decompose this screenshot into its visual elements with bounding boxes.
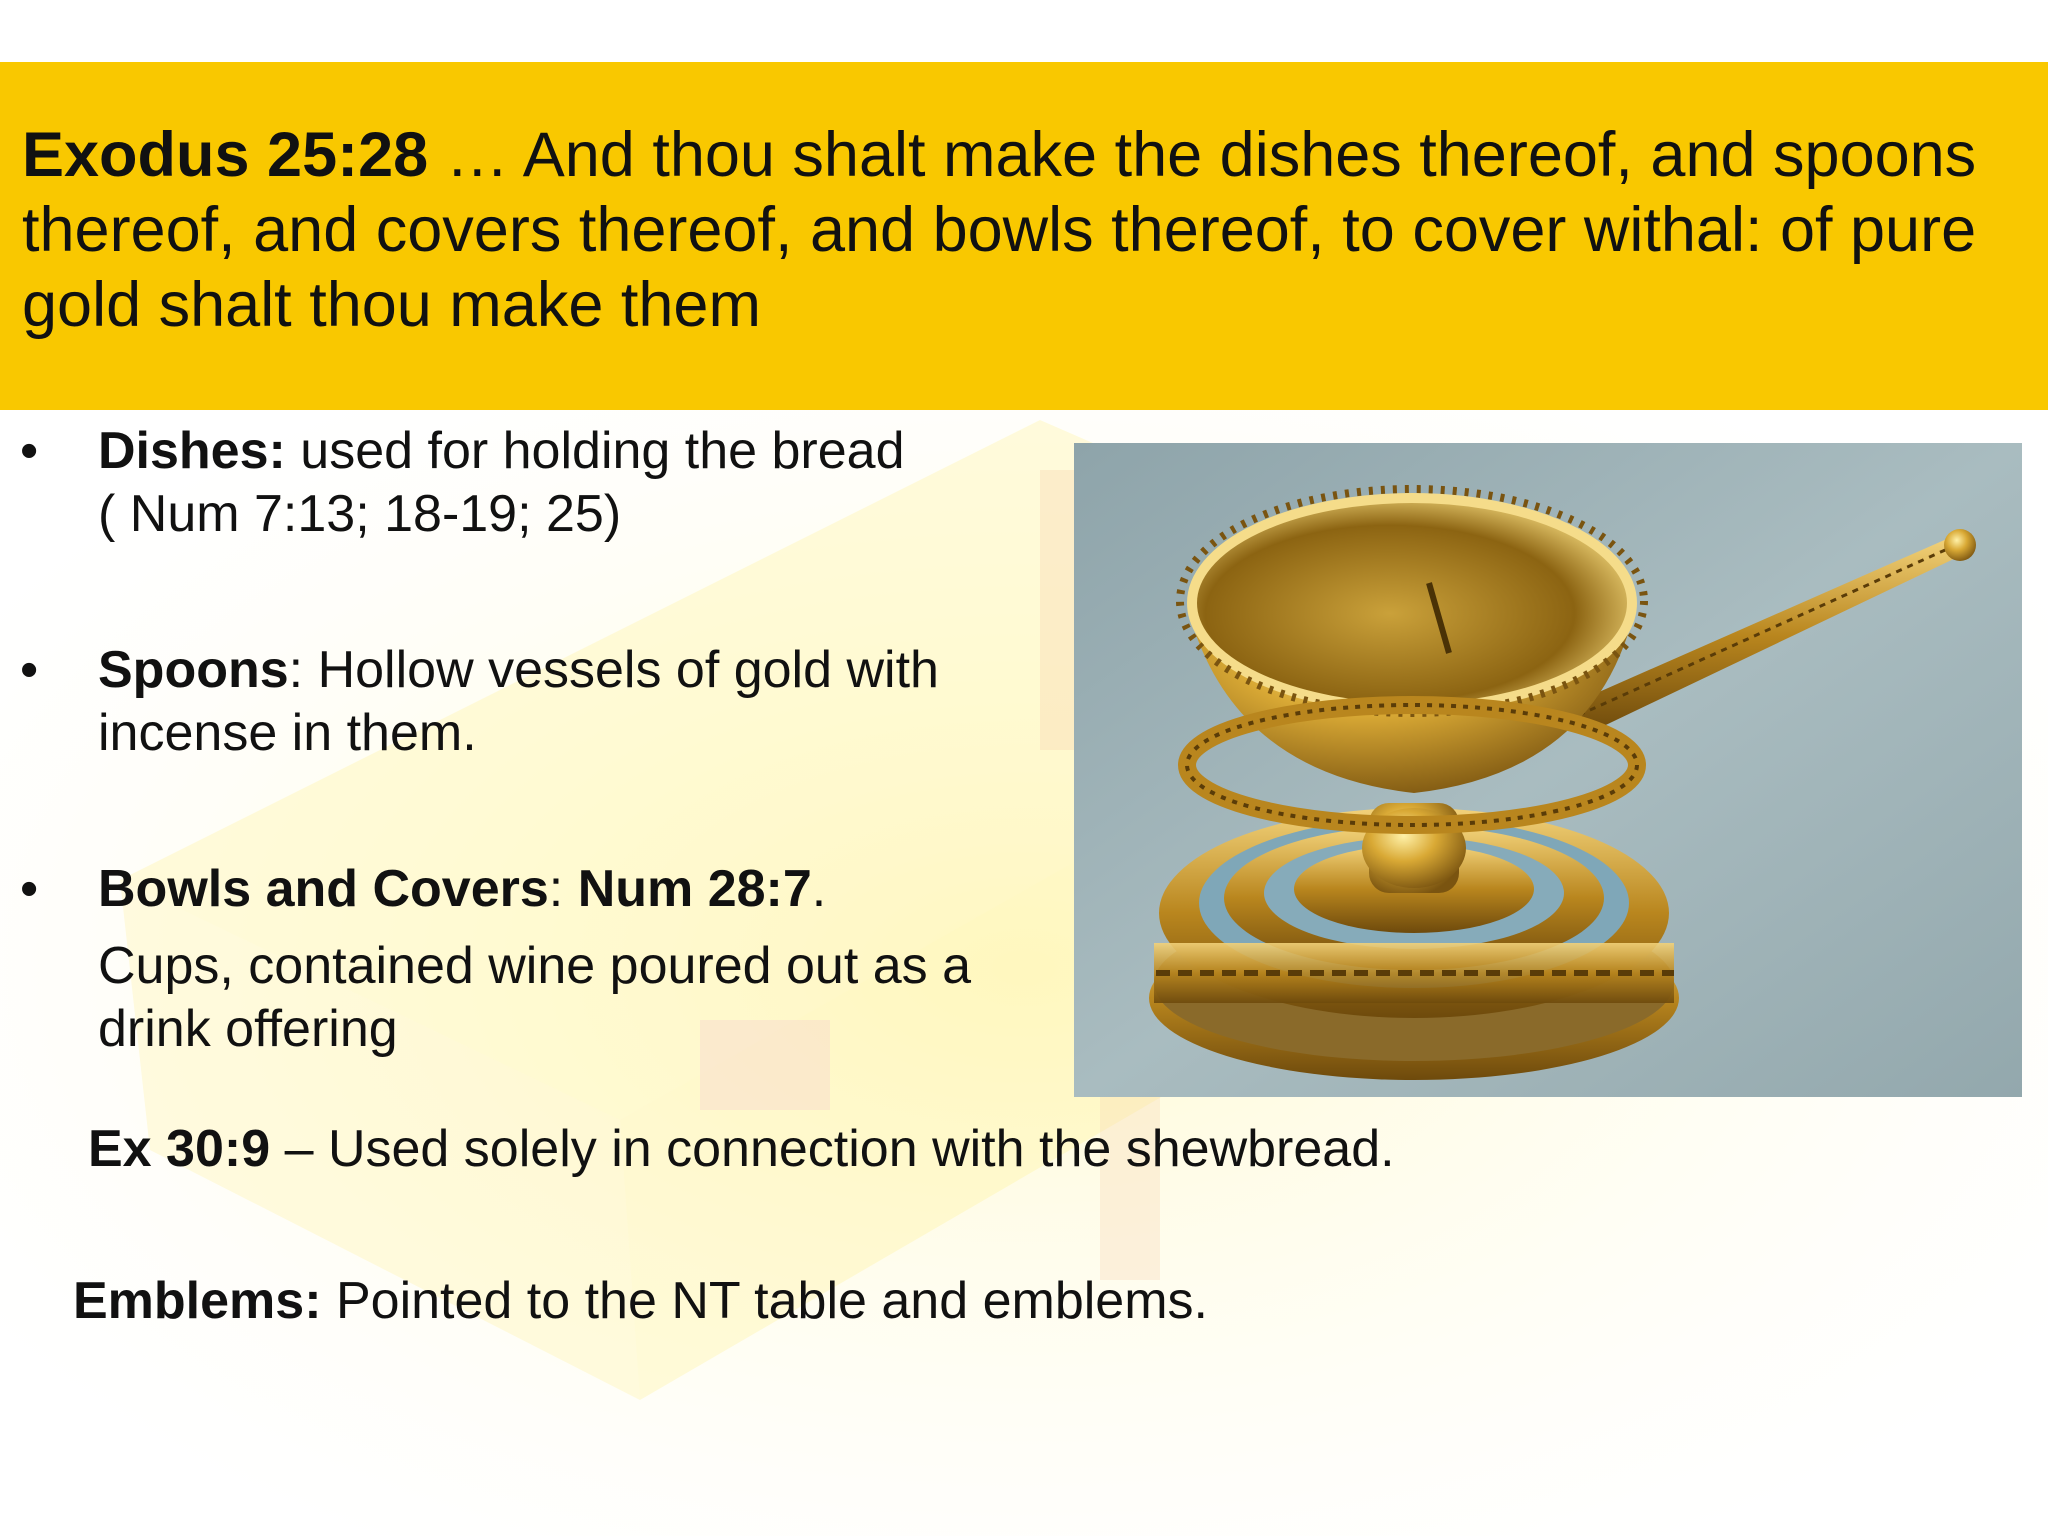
spoons-title: Spoons [98,641,289,699]
bullet-dishes [0,420,1080,550]
bullet-marker: • [20,641,39,699]
bowls-reference: Num 28:7 [577,860,812,918]
emblems-label: Emblems: [73,1272,322,1330]
golden-bowl-photo [1074,443,2022,1097]
bowls-end: . [811,860,827,918]
verse-text [22,118,2012,343]
ex-note-reference: Ex 30:9 [88,1120,271,1178]
ex-note-text: – Used solely in connection with the shewbread. [270,1120,1395,1178]
bowls-separator: : [548,860,578,918]
emblems-note [73,1270,1208,1333]
golden-bowl-icon [1074,443,2022,1097]
spoons-text: : Hollow vessels of gold with [288,641,939,699]
ex-note [88,1118,1395,1181]
emblems-text: Pointed to the NT table and emblems. [321,1272,1208,1330]
bowls-text-line2: Cups, contained wine poured out as a [98,937,972,995]
dishes-text: used for holding the bread [285,422,905,480]
dishes-title: Dishes: [98,422,286,480]
bowls-text-line3: drink offering [98,1000,398,1058]
bullet-marker: • [20,422,39,480]
verse-reference: Exodus 25:28 [22,120,429,190]
dishes-reference: ( Num 7:13; 18-19; 25) [98,485,622,543]
verse-body: … And thou shalt make the dishes thereof, and spoons thereof, and covers thereof, and bowls thereof, to cover withal: of pure gold shalt thou make them [22,120,1977,340]
bullet-bowls [0,858,1080,1068]
bullet-marker: • [20,860,39,918]
bullet-spoons [0,639,1080,769]
bowls-title: Bowls and Covers [98,860,549,918]
spoons-text-line2: incense in them. [98,704,477,762]
